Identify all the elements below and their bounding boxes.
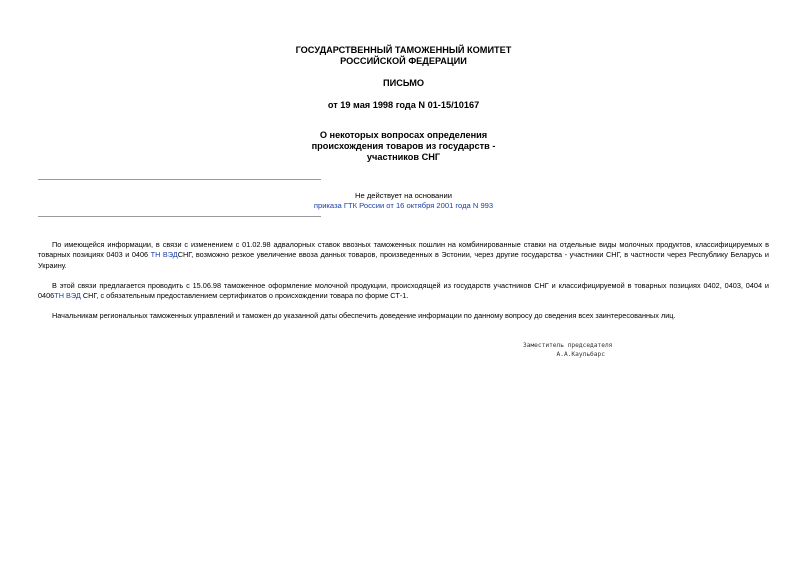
signatory-name: А.А.Каульбарс — [556, 350, 605, 358]
divider-bottom — [38, 216, 321, 217]
organization-name-line-2: РОССИЙСКОЙ ФЕДЕРАЦИИ — [340, 56, 467, 66]
paragraph-1-text-b: СНГ, возможно резкое увеличение ввоза данных товаров, произведенных в Эстонии, через другие государства - участники СНГ, в частности через Республику Беларусь и Украину. — [38, 250, 769, 270]
paragraph-3: Начальникам региональных таможенных управлений и таможен до указанной даты обеспечить доведение информации по данному вопросу до сведения всех заинтересованных лиц. — [52, 311, 676, 320]
document-subject-line-3: участников СНГ — [366, 152, 441, 162]
document-subject-line-2: происхождения товаров из государств - — [311, 141, 496, 151]
organization-name-line-1: ГОСУДАРСТВЕННЫЙ ТАМОЖЕННЫЙ КОМИТЕТ — [295, 45, 512, 55]
status-note: Не действует на основании — [355, 191, 452, 200]
document-date-number: от 19 мая 1998 года N 01-15/10167 — [327, 100, 480, 110]
paragraph-2-text-b: СНГ, с обязательным предоставлением сертификатов о происхождении товара по форме СТ-1. — [80, 291, 409, 301]
paragraph-1 — [38, 240, 769, 271]
paragraph-2 — [38, 281, 769, 302]
document-subject-line-1: О некоторых вопросах определения — [319, 130, 488, 140]
paragraph-1-text-a: По имеющейся информации, в связи с изменением с 01.02.98 адвалорных ставок ввозных таможенных пошлин на комбинированные ставки на отдельные виды молочных продуктов, классифицируемых в товарных позициях 0403 и 0406 — [38, 240, 769, 260]
status-reference-link[interactable]: приказа ГТК России от 16 октября 2001 года N 993 — [313, 201, 494, 210]
tn-ved-link-1[interactable]: ТН ВЭД — [150, 250, 178, 260]
signature-block — [523, 342, 612, 359]
document-header — [0, 45, 807, 163]
divider-top — [38, 179, 321, 180]
status-reference — [0, 201, 807, 211]
paragraph-2-text-a: В этой связи предлагается проводить с 15.06.98 таможенное оформление молочной продукции, происходящей из государств участников СНГ и классифицируемой в товарных позициях 0402, 0403, 0404 и 0406 — [38, 281, 769, 301]
document-type: ПИСЬМО — [382, 78, 425, 88]
tn-ved-link-2[interactable]: ТН ВЭД — [54, 291, 81, 301]
signatory-name-indent — [523, 351, 557, 358]
signatory-title: Заместитель председателя — [523, 342, 613, 349]
